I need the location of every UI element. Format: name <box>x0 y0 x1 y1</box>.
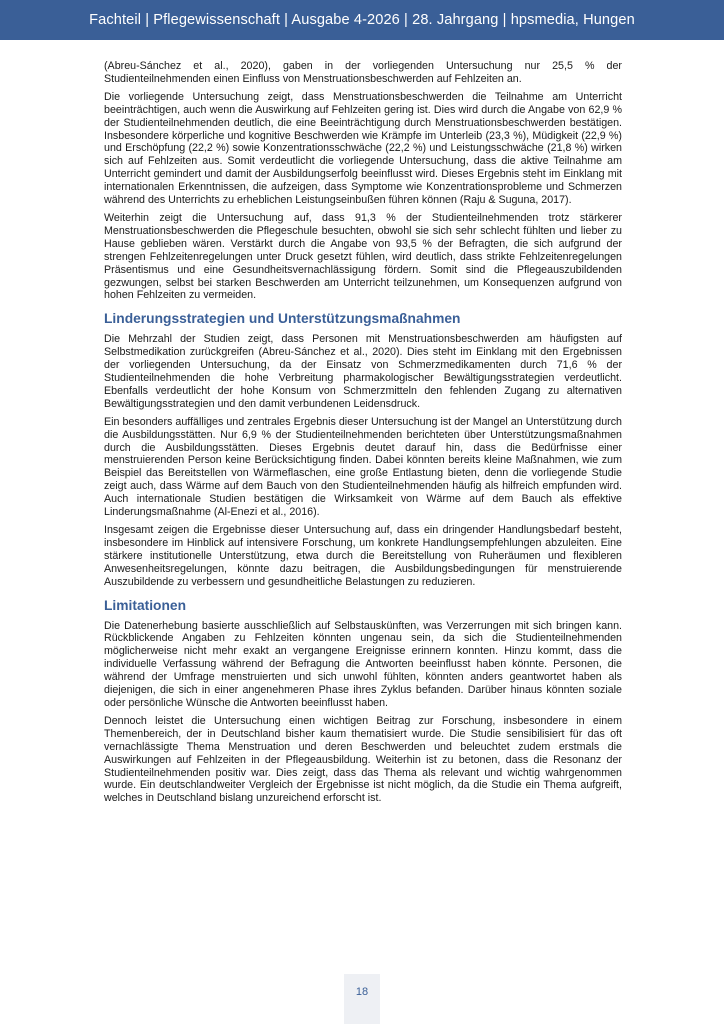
paragraph: Die Mehrzahl der Studien zeigt, dass Personen mit Menstruationsbeschwerden am häufigsten auf Selbstmedikation zurückgreifen (Abreu-Sánchez et al., 2020). Dies steht im Einklang mit den Ergebnissen der vorliegenden Untersuchung, da der Einsatz von Schmerzmedikamenten durch 71,6 % der Studienteilnehmenden die hohe Verbreitung pharmakologischer Bewältigungsstrategien verdeutlicht. Ebenfalls verdeutlicht der hohe Konsum von Schmerzmitteln den fehlenden Zugang zu alternativen Bewältigungsstrategien und den damit verbundenen Leidensdruck. <box>104 333 622 410</box>
header-bar <box>0 0 724 40</box>
paragraph: Die vorliegende Untersuchung zeigt, dass Menstruationsbeschwerden die Teilnahme am Unterricht beeinträchtigen, auch wenn die Auswirkung auf Fehlzeiten gering ist. Dies wird durch die Angabe von 62,9 % der Studienteilnehmenden deutlich, die eine Beeinträchtigung durch Menstruationsbeschwerden bestätigen. Insbesondere körperliche und kognitive Beschwerden wie Krämpfe im Unterleib (23,3 %), Müdigkeit (22,9 %) und Erschöpfung (22,2 %) sowie Konzentrationsschwäche (22,2 %) und Leistungsschwäche (21,8 %) wirken sich auf Fehlzeiten aus. Somit verdeutlicht die vorliegende Untersuchung, dass die aktive Teilnahme am Unterricht gemindert und damit der Ausbildungserfolg beeinflusst wird. Dieses Ergebnis steht im Einklang mit internationalen Erkenntnissen, die aufzeigen, dass Symptome wie Konzentrationsprobleme und Schmerzen während des Unterrichts zu erheblichen Leistungseinbußen führen können (Raju & Suguna, 2017). <box>104 90 622 207</box>
paragraph: Insgesamt zeigen die Ergebnisse dieser Untersuchung auf, dass ein dringender Handlungsbedarf besteht, insbesondere im Hinblick auf intensivere Forschung, um konkrete Handlungsempfehlungen abzuleiten. Eine stärkere institutionelle Unterstützung, etwa durch die Bereitstellung von Ruheräumen und flexibleren Anwesenheitsregelungen, könnte dazu beitragen, die Ausbildungsbedingungen für menstruierende Auszubildende zu verbessern und gesundheitliche Belastungen zu reduzieren. <box>104 524 622 588</box>
page-number-box <box>344 974 380 1024</box>
paragraph: Dennoch leistet die Untersuchung einen wichtigen Beitrag zur Forschung, insbesondere in einem Themenbereich, der in Deutschland bisher kaum thematisiert wurde. Die Studie sensibilisiert für das oft vernachlässigte Thema Menstruation und deren Beschwerden und beleuchtet zudem erstmals die Auswirkungen auf Fehlzeiten in der Pflegeausbildung. Weiterhin ist zu betonen, dass die Resonanz der Studienteilnehmenden positiv war. Dies zeigt, dass das Thema als relevant und wichtig wahrgenommen wurde. Ein deutschlandweiter Vergleich der Ergebnisse ist nicht möglich, da die Studie ein Thema aufgreift, welches in Deutschland bislang unzureichend erforscht ist. <box>104 714 622 805</box>
page-number: 18 <box>355 986 369 998</box>
section-heading: Limitationen <box>104 597 187 613</box>
paragraph: Weiterhin zeigt die Untersuchung auf, dass 91,3 % der Studienteilnehmenden trotz stärkerer Menstruationsbeschwerden die Pflegeschule besuchten, obwohl sie sich sehr schlecht fühlten und lieber zu Hause geblieben wären. Verstärkt durch die Angabe von 93,5 % der Befragten, die sich aufgrund der strengen Fehlzeitenregelungen unter Druck gesetzt fühlen, wird deutlich, dass strikte Fehlzeitenregelungen Präsentismus und eine Gesundheitsvernachlässigung fördern. Somit sind die Pflegeauszubildenden gezwungen, selbst bei starken Beschwerden am Unterricht teilzunehmen, um Konsequenzen aufgrund von hohen Fehlzeiten zu vermeiden. <box>104 211 622 302</box>
paragraph: (Abreu-Sánchez et al., 2020), gaben in der vorliegenden Untersuchung nur 25,5 % der Studienteilnehmenden einen Einfluss von Menstruationsbeschwerden auf Fehlzeiten an. <box>104 60 622 85</box>
header-title: Fachteil | Pflegewissenschaft | Ausgabe 4-2026 | 28. Jahrgang | hpsmedia, Hungen <box>89 12 635 28</box>
article-body <box>104 60 622 810</box>
paragraph: Die Datenerhebung basierte ausschließlich auf Selbstauskünften, was Verzerrungen mit sich bringen kann. Rückblickende Angaben zu Fehlzeiten könnten ungenau sein, da sich die Studienteilnehmenden möglicherweise nicht mehr exakt an vergangene Ereignisse erinnern konnten. Hinzu kommt, dass die individuelle Verfassung während der Befragung die Antworten beeinflusst haben könnte. Personen, die während der Umfrage menstruierten und sich unwohl fühlten, könnten anders geantwortet haben als diejenigen, die sich in einer angenehmeren Phase ihres Zyklus befanden. Darüber hinaus könnten soziale oder persönliche Wünsche die Antworten beeinflusst haben. <box>104 619 622 709</box>
paragraph: Ein besonders auffälliges und zentrales Ergebnis dieser Untersuchung ist der Mangel an Unterstützung durch die Ausbildungsstätten. Nur 6,9 % der Studienteilnehmenden berichteten über Unterstützungsmaßnahmen durch die Ausbildungsstätten. Dieses Ergebnis deutet darauf hin, dass die Bedürfnisse einer menstruierenden Person keine Berücksichtigung finden. Dabei könnten bereits kleine Maßnahmen, wie zum Beispiel das Bereitstellen von Wärmeflaschen, eine große Entlastung bieten, denn die vorliegende Studie zeigt auch, dass Wärme auf dem Bauch von den Studienteilnehmenden häufig als hilfreich empfunden wird. Auch internationale Studien bestätigen die Wirksamkeit von Wärme auf dem Bauch als effektive Linderungsmaßnahme (Al-Enezi et al., 2016). <box>104 415 622 519</box>
section-heading: Linderungsstrategien und Unterstützungsmaßnahmen <box>104 311 461 327</box>
